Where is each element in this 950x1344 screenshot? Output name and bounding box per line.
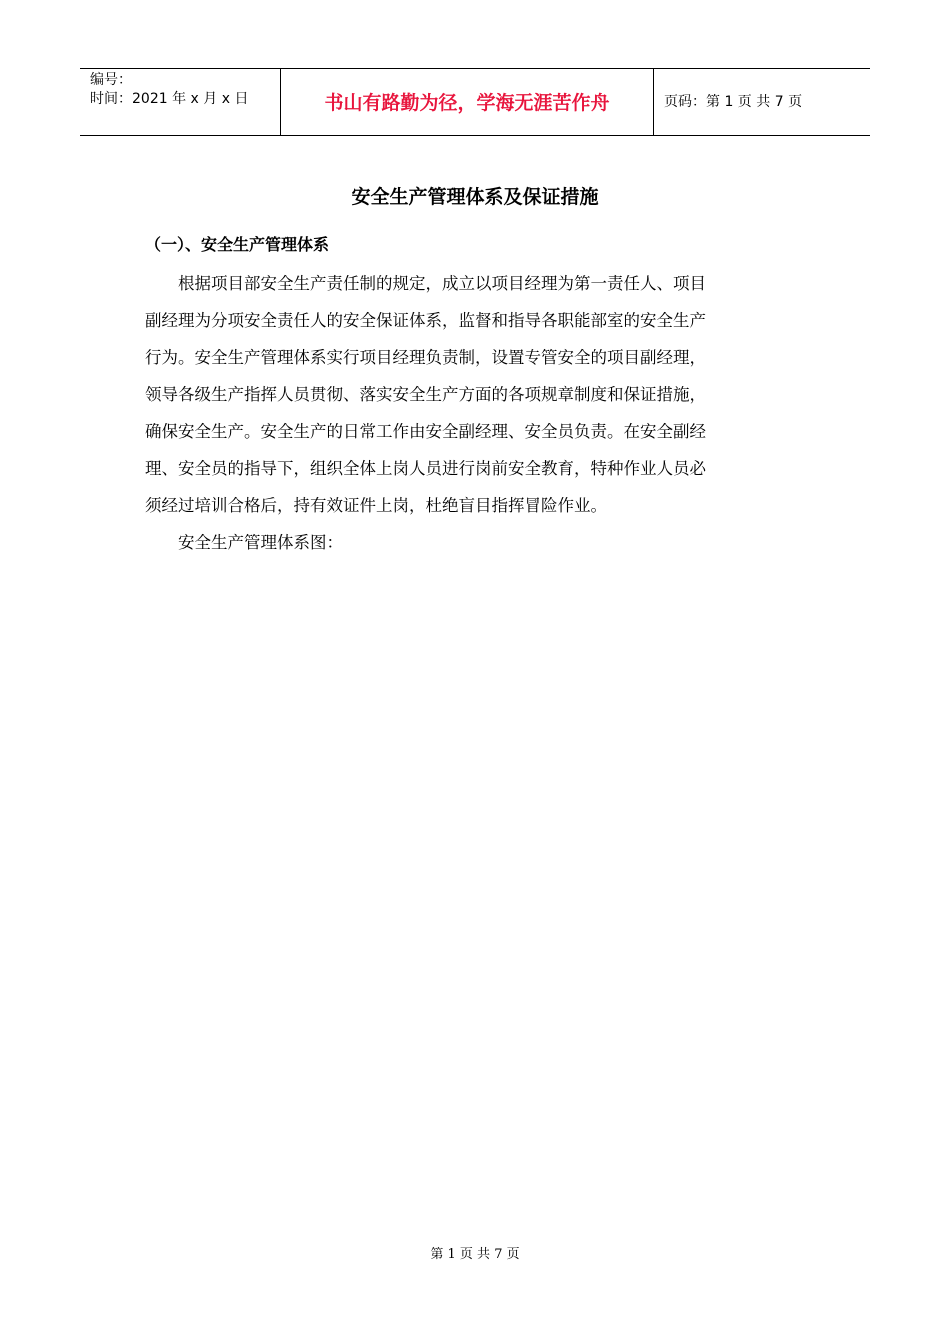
- document-time-label: 时间：2021 年 x 月 x 日: [90, 91, 249, 107]
- body-line: 领导各级生产指挥人员贯彻、落实安全生产方面的各项规章制度和保证措施，: [145, 385, 706, 404]
- document-number-label: 编号：: [90, 72, 132, 88]
- body-line: 确保安全生产。安全生产的日常工作由安全副经理、安全员负责。在安全副经: [145, 422, 706, 441]
- diagram-caption: 安全生产管理体系图：: [145, 533, 343, 552]
- header-motto-cell: [281, 69, 654, 135]
- body-line: 理、安全员的指导下，组织全体上岗人员进行岗前安全教育，特种作业人员必: [145, 459, 706, 478]
- body-line: 副经理为分项安全责任人的安全保证体系，监督和指导各职能部室的安全生产: [145, 311, 706, 330]
- section-heading: （一）、安全生产管理体系: [145, 235, 330, 254]
- header-page-cell: [654, 69, 870, 135]
- header-table: [80, 68, 870, 136]
- document-title: 安全生产管理体系及保证措施: [351, 186, 599, 208]
- footer-page-number: 第 1 页 共 7 页: [430, 1247, 520, 1262]
- body-line: 根据项目部安全生产责任制的规定，成立以项目经理为第一责任人、项目: [145, 274, 706, 293]
- body-line: 须经过培训合格后，持有效证件上岗，杜绝盲目指挥冒险作业。: [145, 496, 607, 515]
- body-line: 行为。安全生产管理体系实行项目经理负责制，设置专管安全的项目副经理，: [145, 348, 706, 367]
- header-page-info: 页码：第 1 页 共 7 页: [664, 94, 803, 110]
- header-motto: 书山有路勤为径，学海无涯苦作舟: [324, 92, 610, 114]
- header-left-cell: [80, 69, 281, 135]
